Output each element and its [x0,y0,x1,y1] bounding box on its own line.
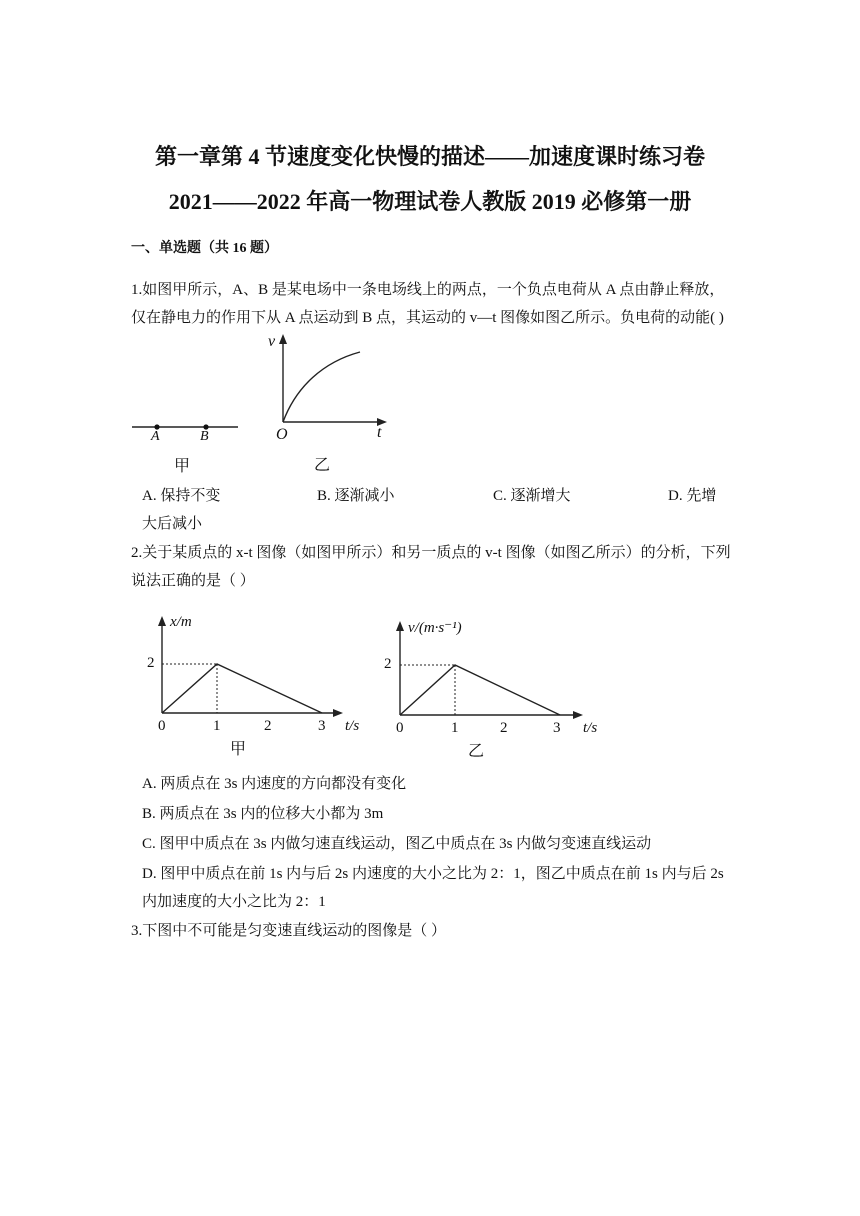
origin-label: O [276,426,288,443]
vt-line [400,665,560,715]
q2-jia-x-tick-1: 1 [213,718,221,734]
q2-yi-x-tick-1: 1 [451,720,459,736]
q2-jia-x-tick-2: 2 [264,718,272,734]
document-title-line2: 2021——2022 年高一物理试卷人教版 2019 必修第一册 [168,189,692,214]
q2-figure-yi-caption: 乙 [468,743,485,760]
q1-figure-jia [130,405,245,475]
q2-option-b[interactable]: B. 两质点在 3s 内的位移大小都为 3m [142,806,384,822]
section-heading: 一、单选题（共 16 题） [131,241,278,256]
q1-option-c[interactable]: C. 逐渐增大 [493,488,571,504]
document-title-line1: 第一章第 4 节速度变化快慢的描述——加速度课时练习卷 [154,144,705,169]
q1-option-a[interactable]: A. 保持不变 [142,488,221,504]
point-b-label: B [200,429,209,444]
q2-yi-x-tick-2: 2 [500,720,508,736]
velocity-curve [283,352,360,422]
q1-figure-jia-caption: 甲 [174,458,191,475]
point-a-label: A [151,429,160,444]
q2-jia-y-tick: 2 [147,655,155,671]
q2-yi-x-label: t/s [583,720,598,736]
q2-jia-y-label: x/m [170,614,192,630]
q2-option-d[interactable]: D. 图甲中质点在前 1s 内与后 2s 内速度的大小之比为 2：1，图乙中质点在前 1s 内与后 2s [142,866,724,882]
q2-option-a[interactable]: A. 两质点在 3s 内速度的方向都没有变化 [142,776,407,792]
q2-yi-y-label: v/(m·s⁻¹) [408,620,462,636]
q2-figure-jia [140,612,370,760]
xt-line [162,664,322,713]
q2-jia-x-tick-3: 3 [318,718,326,734]
q1-vt-graph [268,332,398,477]
q3-stem: 3.下图中不可能是匀变速直线运动的图像是（ ） [131,923,447,939]
q2-option-c[interactable]: C. 图甲中质点在 3s 内做匀速直线运动，图乙中质点在 3s 内做匀变速直线运动 [142,836,652,852]
t-axis-label: t [377,424,382,441]
q2-stem-line2: 说法正确的是（ ） [131,573,255,589]
q2-figure-yi [380,612,610,760]
q2-xt-graph [140,612,370,760]
q2-figure-jia-caption: 甲 [230,741,247,758]
v-axis-label: v [268,333,276,350]
q1-stem-line1: 1.如图甲所示，A、B 是某电场中一条电场线上的两点，一个负点电荷从 A 点由静止释放， [131,282,725,298]
q1-option-d-continued: 大后减小 [142,516,203,532]
q2-yi-y-tick: 2 [384,656,392,672]
q2-jia-x-tick-0: 0 [158,718,166,734]
q2-yi-x-tick-0: 0 [396,720,404,736]
q1-stem-line2: 仅在静电力的作用下从 A 点运动到 B 点，其运动的 v—t 图像如图乙所示。负电荷的动能( ) [131,310,724,326]
q2-stem-line1: 2.关于某质点的 x-t 图像（如图甲所示）和另一质点的 v-t 图像（如图乙所示）的分析，下列 [131,545,731,561]
q1-figure-yi-caption: 乙 [314,457,331,474]
q1-figure-yi [268,332,398,477]
q2-jia-x-label: t/s [345,718,360,734]
q1-option-b[interactable]: B. 逐渐减小 [317,488,395,504]
q2-yi-x-tick-3: 3 [553,720,561,736]
q2-option-d-continued: 内加速度的大小之比为 2：1 [142,894,326,910]
q1-option-d[interactable]: D. 先增 [668,488,717,504]
